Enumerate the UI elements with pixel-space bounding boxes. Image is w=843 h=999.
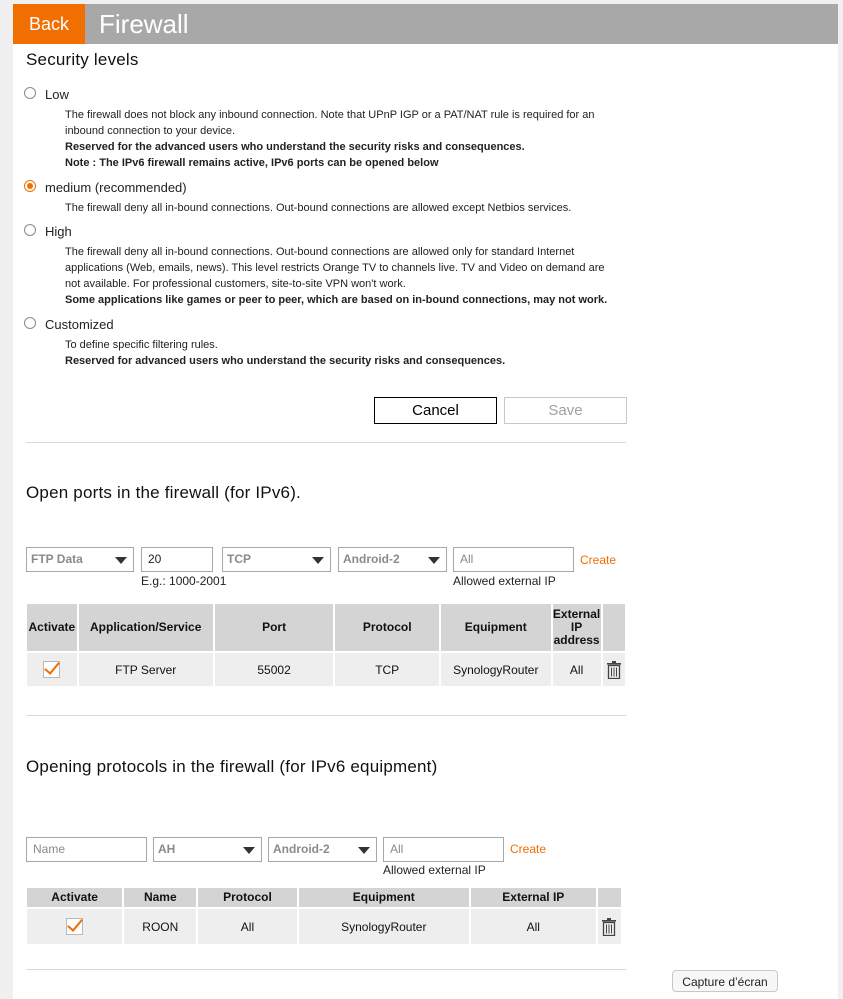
delete-cell	[598, 909, 621, 944]
high-desc-bold: Some applications like games or peer to peer, which are based on in-bound connections, may not work.	[65, 294, 608, 306]
create-protocol-link[interactable]: Create	[510, 842, 547, 856]
radio-low-label: Low	[45, 87, 69, 102]
col-actions	[598, 888, 621, 907]
high-description	[65, 244, 805, 308]
equipment-select[interactable]	[338, 547, 447, 572]
radio-high-label: High	[45, 224, 72, 239]
ports-table	[25, 602, 627, 688]
col-external-ip-line: IP	[570, 620, 583, 634]
radio-low[interactable]	[24, 87, 36, 99]
col-application: Application/Service	[79, 604, 213, 651]
activate-checkbox[interactable]	[43, 661, 60, 678]
create-port-link[interactable]: Create	[580, 553, 617, 567]
medium-description	[65, 200, 805, 216]
proto-protocol-select[interactable]	[153, 837, 262, 862]
customized-desc-bold: Reserved for advanced users who understand the security risks and consequences.	[65, 355, 506, 367]
chevron-down-icon	[115, 557, 127, 564]
port-hint: E.g.: 1000-2001	[141, 574, 227, 588]
opening-protocols-title: Opening protocols in the firewall (for IPv6 equipment)	[26, 757, 438, 776]
security-levels-title: Security levels	[26, 50, 139, 69]
table-row	[27, 909, 621, 944]
delete-cell	[603, 653, 625, 686]
screenshot-tooltip: Capture d’écran	[672, 970, 778, 992]
radio-high[interactable]	[24, 224, 36, 236]
col-external-ip: External IP	[471, 888, 596, 907]
radio-customized[interactable]	[24, 317, 36, 329]
low-desc-bold: Reserved for the advanced users who understand the security risks and consequences.	[65, 141, 525, 153]
protocols-table	[25, 886, 623, 946]
proto-external-ip-hint: Allowed external IP	[383, 863, 486, 877]
port-input[interactable]: 20	[141, 547, 213, 572]
application-select-value: FTP Data	[31, 552, 83, 566]
firewall-page	[13, 4, 838, 999]
protocol-cell: TCP	[335, 653, 439, 686]
equipment-cell: SynologyRouter	[299, 909, 469, 944]
protocol-select-value: TCP	[227, 552, 251, 566]
external-ip-input[interactable]: All	[453, 547, 574, 572]
activate-cell	[27, 909, 122, 944]
col-port: Port	[215, 604, 334, 651]
protocol-cell: All	[198, 909, 296, 944]
back-button[interactable]: Back	[13, 4, 85, 44]
application-select[interactable]	[26, 547, 134, 572]
col-activate: Activate	[27, 604, 77, 651]
medium-desc-line: The firewall deny all in-bound connections. Out-bound connections are allowed except Netbios services.	[65, 202, 572, 214]
chevron-down-icon	[243, 847, 255, 854]
external-ip-hint: Allowed external IP	[453, 574, 556, 588]
proto-equipment-select[interactable]	[268, 837, 377, 862]
customized-description	[65, 337, 805, 369]
open-ports-title: Open ports in the firewall (for IPv6).	[26, 483, 301, 502]
section-divider	[26, 969, 626, 970]
proto-equipment-select-value: Android-2	[273, 842, 330, 856]
col-protocol: Protocol	[198, 888, 296, 907]
activate-checkbox[interactable]	[66, 918, 83, 935]
table-row	[27, 653, 625, 686]
col-activate: Activate	[27, 888, 122, 907]
low-description	[65, 107, 805, 171]
high-desc-line: applications (Web, emails, news). This level restricts Orange TV to channels live. TV and Video on demand are	[65, 262, 605, 274]
proto-external-ip-input[interactable]: All	[383, 837, 504, 862]
chevron-down-icon	[428, 557, 440, 564]
external-ip-cell: All	[553, 653, 601, 686]
low-desc-bold: Note : The IPv6 firewall remains active, IPv6 ports can be opened below	[65, 157, 439, 169]
col-actions	[603, 604, 625, 651]
chevron-down-icon	[358, 847, 370, 854]
low-desc-line: inbound connection to your device.	[65, 125, 236, 137]
save-button[interactable]: Save	[504, 397, 627, 424]
page-title: Firewall	[99, 9, 189, 39]
radio-medium[interactable]	[24, 180, 36, 192]
col-equipment: Equipment	[441, 604, 551, 651]
col-external-ip-line: address	[553, 633, 600, 647]
name-cell: ROON	[124, 909, 196, 944]
section-divider	[26, 715, 626, 716]
section-divider	[26, 442, 626, 443]
high-desc-line: not available. For professional customers, site-to-site VPN won't work.	[65, 278, 406, 290]
proto-protocol-select-value: AH	[158, 842, 176, 856]
page-header	[13, 4, 838, 44]
application-cell: FTP Server	[79, 653, 213, 686]
trash-icon[interactable]	[607, 661, 621, 679]
activate-cell	[27, 653, 77, 686]
col-equipment: Equipment	[299, 888, 469, 907]
equipment-select-value: Android-2	[343, 552, 400, 566]
cancel-button[interactable]: Cancel	[374, 397, 497, 424]
equipment-cell: SynologyRouter	[441, 653, 551, 686]
trash-icon[interactable]	[602, 918, 616, 936]
customized-desc-line: To define specific filtering rules.	[65, 339, 218, 351]
port-cell: 55002	[215, 653, 334, 686]
col-protocol: Protocol	[335, 604, 439, 651]
chevron-down-icon	[312, 557, 324, 564]
high-desc-line: The firewall deny all in-bound connections. Out-bound connections are allowed only for standard Internet	[65, 246, 575, 258]
col-external-ip-line: External	[552, 607, 601, 621]
radio-customized-label: Customized	[45, 317, 114, 332]
col-name: Name	[124, 888, 196, 907]
protocol-select[interactable]	[222, 547, 331, 572]
name-input[interactable]: Name	[26, 837, 147, 862]
external-ip-cell: All	[471, 909, 596, 944]
radio-medium-label: medium (recommended)	[45, 180, 187, 195]
col-external-ip	[553, 604, 601, 651]
low-desc-line: The firewall does not block any inbound connection. Note that UPnP IGP or a PAT/NAT rule is required for an	[65, 109, 595, 121]
